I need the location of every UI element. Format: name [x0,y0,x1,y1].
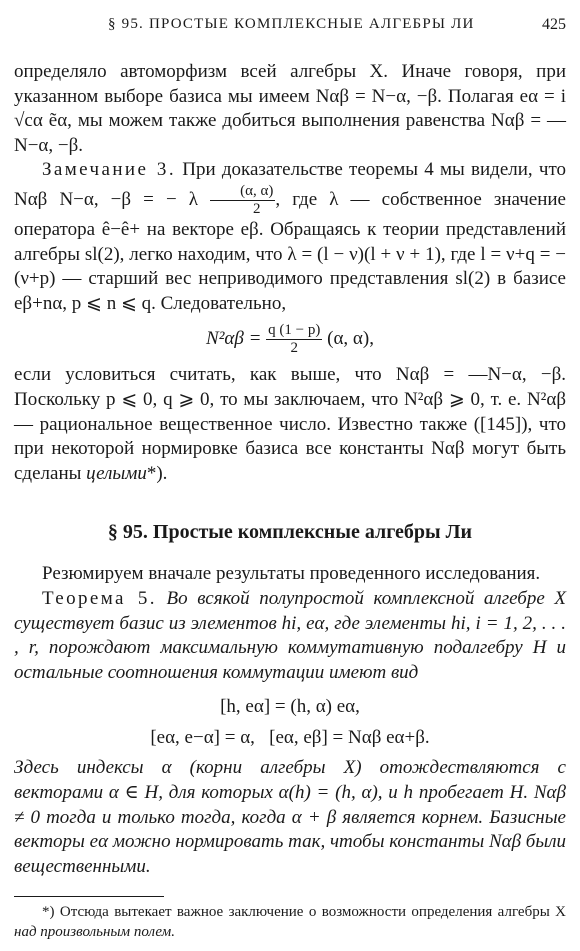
conclusion-italic: целыми [86,462,147,484]
remark-fraction [210,183,275,218]
footnote-paragraph [14,902,566,942]
footnote-italic: над произвольным полем. [14,924,176,940]
conclusion-text: если условиться считать, как выше, что Nαβ = —N−α, −β. Поскольку p ⩽ 0, q ⩾ 0, то мы заключаем, что N²αβ ⩾ 0, т. е. N²αβ — рациональное вещественное число. Известно также ([145]), что при некоторой нормировке базиса все константы Nαβ могут быть сделаны [14,364,566,484]
section-heading: § 95. Простые комплексные алгебры Ли [107,521,473,544]
equation-fraction [266,322,322,357]
remark-text-2: , где λ — собственное значение оператора ê−ê+ на векторе eβ. Обращаясь к теории представлений алгебры sl(2), легко находим, что λ = (l − ν)(l + ν + 1), где l = ν+q = −(ν+p) — старший вес неприводимого представления sl(2) в базисе eβ+nα, p ⩽ n ⩽ q. Следовательно, [14,188,566,314]
theorem-paragraph [14,587,566,685]
equation-fraction-numerator: q (1 − p) [268,322,321,339]
equation-fraction-denominator: 2 [290,340,299,357]
summary-paragraph: Резюмируем вначале результаты проведенного исследования. [42,563,541,585]
equation-rhs: (α, α), [327,328,374,350]
remark-text-1: При доказательстве теоремы 4 мы видели, что Nαβ N−α, −β = − λ [14,159,567,210]
equation-lhs: N²αβ = [206,328,262,350]
running-header [0,14,580,40]
conclusion-end: *). [146,462,168,484]
running-title: § 95. ПРОСТЫЕ КОМПЛЕКСНЫЕ АЛГЕБРЫ ЛИ [108,16,475,32]
commutation-equation-2: [eα, e−α] = α, [eα, eβ] = Nαβ eα+β. [150,726,430,748]
remark-fraction-denominator: 2 [252,200,261,217]
remark-label: Замечание 3. [42,159,176,181]
remark-paragraph [14,158,566,316]
theorem-statement: Во всякой полупростой комплексной алгебре X существует базис из элементов hi, eα, где элементы hi, i = 1, 2, . . . , r, порождают максимальную коммутативную подалгебру H и остальные соотношения коммутации имеют вид [14,587,567,683]
theorem-label: Теорема 5. [42,587,157,609]
remark-fraction-numerator: (α, α) [210,183,275,201]
footnote-rule [14,896,164,897]
page-number: 425 [542,16,566,33]
equation-n-squared [14,322,566,357]
main-text [14,60,566,879]
closing-paragraph: Здесь индексы α (корни алгебры X) отождествляются с векторами α ∈ H, для которых α(h) = (h, α), и h пробегает H. Nαβ ≠ 0 тогда и только тогда, когда α + β является корнем. Базисные векторы eα можно нормировать так, чтобы константы Nαβ были вещественными. [14,757,567,877]
paragraph-continuation: определяло автоморфизм всей алгебры X. Иначе говоря, при указанном выборе базиса мы имеем Nαβ = N−α, −β. Полагая eα = i √cα ẽα, мы можем также добиться выполнения равенства Nαβ = —N−α, −β. [14,61,566,156]
paragraph-conclusion [14,363,566,486]
footnote-text: *) Отсюда вытекает важное заключение о возможности определения алгебры X [42,904,566,920]
footnote [14,902,566,942]
commutation-equation-1: [h, eα] = (h, α) eα, [220,696,360,718]
